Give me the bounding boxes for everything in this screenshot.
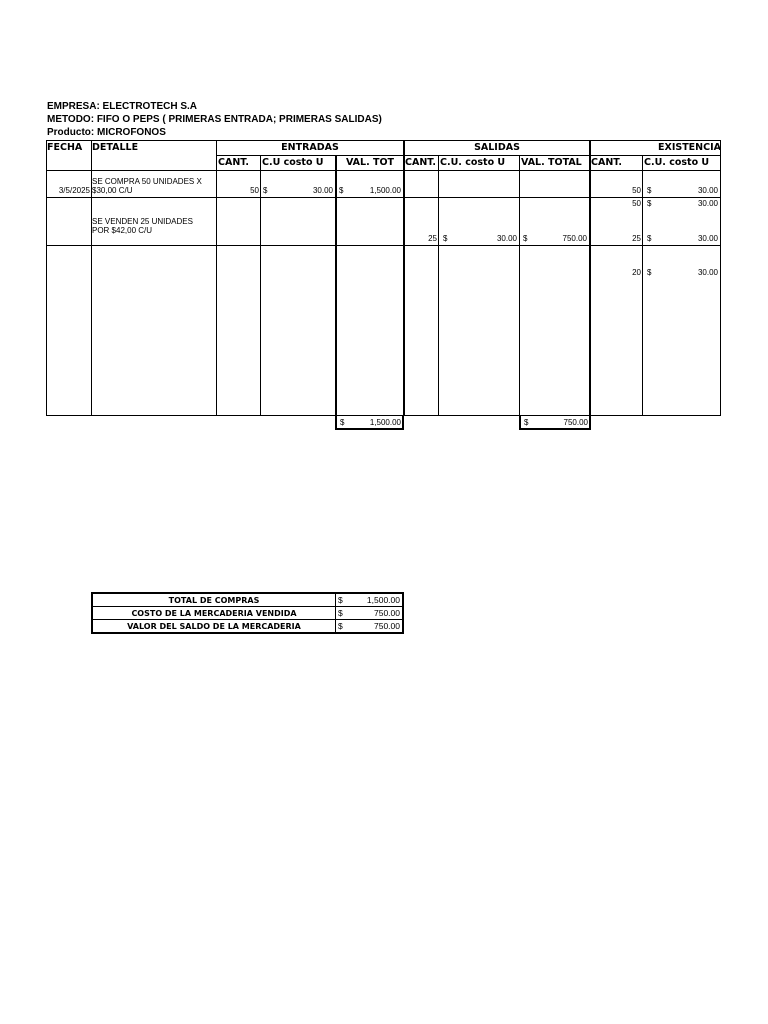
ex-cant-value: 50 <box>632 186 641 195</box>
entradas-group-header: ENTRADAS <box>281 142 339 153</box>
summary-currency: $ <box>336 593 351 607</box>
ex-cu-currency: $ <box>647 199 652 208</box>
ex-cant-header: CANT. <box>591 157 622 168</box>
ex-cu-value: 30.00 <box>697 186 718 195</box>
ex-cu-header: C.U. costo U <box>644 157 710 168</box>
sal-valtotal-header: VAL. TOTAL <box>521 157 582 168</box>
ent-cant-value: 50 <box>250 186 259 195</box>
ex-cant-value: 50 <box>632 199 641 208</box>
sal-val-value: 750.00 <box>562 234 587 243</box>
summary-label: TOTAL DE COMPRAS <box>92 593 336 607</box>
ex-cu-value: 30.00 <box>697 234 718 243</box>
ent-cu-header: C.U costo U <box>262 157 324 168</box>
sal-cu-header: C.U. costo U <box>440 157 506 168</box>
sal-val-currency: $ <box>523 234 528 243</box>
ex-cu-currency: $ <box>647 268 652 277</box>
sal-cu-currency: $ <box>443 234 448 243</box>
salidas-total-currency: $ <box>524 418 529 427</box>
summary-currency: $ <box>336 607 351 620</box>
col-fecha-header: FECHA <box>47 142 83 153</box>
entradas-total-box <box>335 415 404 430</box>
ex-cu-value: 30.00 <box>697 199 718 208</box>
summary-row <box>92 593 403 607</box>
entradas-total-currency: $ <box>340 418 345 427</box>
ex-cu-value: 30.00 <box>697 268 718 277</box>
product-label: Producto: MICROFONOS <box>47 127 166 138</box>
row-detalle-line1: SE VENDEN 25 UNIDADES <box>92 217 193 226</box>
ex-cant-value: 25 <box>632 234 641 243</box>
sal-cu-value: 30.00 <box>496 234 517 243</box>
existencia-group-header: EXISTENCIA <box>658 142 721 153</box>
sal-cant-header: CANT. <box>405 157 436 168</box>
summary-value: 1,500.00 <box>350 593 403 607</box>
company-name: EMPRESA: ELECTROTECH S.A <box>47 101 198 112</box>
summary-value: 750.00 <box>350 607 403 620</box>
col-detalle-header: DETALLE <box>92 142 139 153</box>
summary-table <box>91 592 404 634</box>
sal-cant-value: 25 <box>428 234 437 243</box>
summary-currency: $ <box>336 620 351 634</box>
row-detalle-line1: SE COMPRA 50 UNIDADES X <box>92 177 202 186</box>
row-detalle-line2: POR $42,00 C/U <box>92 226 153 235</box>
ent-cu-value: 30.00 <box>312 186 333 195</box>
method-label: METODO: FIFO O PEPS ( PRIMERAS ENTRADA; PRIMERAS SALIDAS) <box>47 114 382 125</box>
salidas-total-box <box>519 415 591 430</box>
ent-cant-header: CANT. <box>218 157 249 168</box>
ent-cu-currency: $ <box>263 186 268 195</box>
ent-val-currency: $ <box>339 186 344 195</box>
ex-cu-currency: $ <box>647 186 652 195</box>
summary-row <box>92 620 403 634</box>
ex-cu-currency: $ <box>647 234 652 243</box>
ent-valtot-header: VAL. TOT <box>345 157 395 168</box>
row-detalle-line2: $30,00 C/U <box>92 186 133 195</box>
row-fecha: 3/5/2025 <box>58 186 90 195</box>
summary-label: COSTO DE LA MERCADERIA VENDIDA <box>92 607 336 620</box>
ex-cant-value: 20 <box>632 268 641 277</box>
ent-val-value: 1,500.00 <box>369 186 401 195</box>
entradas-total-value: 1,500.00 <box>369 418 401 427</box>
salidas-total-value: 750.00 <box>563 418 588 427</box>
summary-row <box>92 607 403 620</box>
summary-value: 750.00 <box>350 620 403 634</box>
summary-label: VALOR DEL SALDO DE LA MERCADERIA <box>92 620 336 634</box>
salidas-group-header: SALIDAS <box>474 142 520 153</box>
